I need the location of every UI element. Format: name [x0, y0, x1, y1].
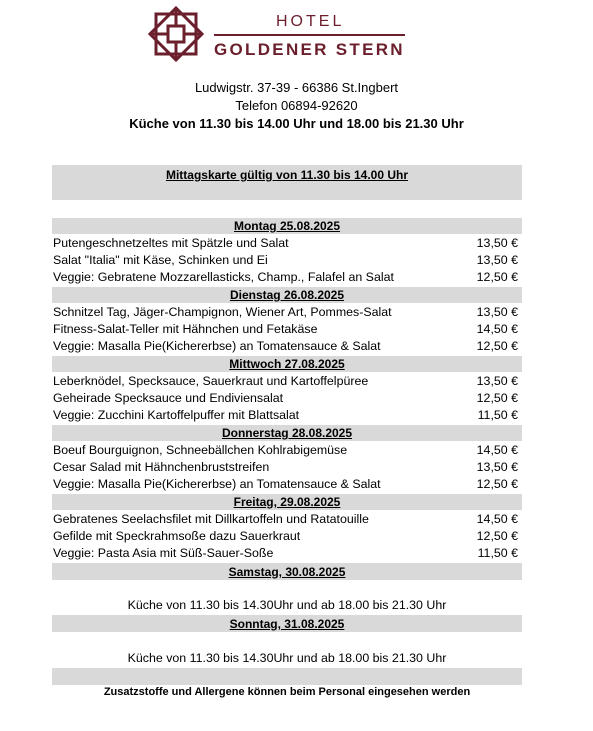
kitchen-hours: Küche von 11.30 bis 14.00 Uhr und 18.00 bis 21.30 Uhr	[129, 116, 464, 131]
dish-name: Schnitzel Tag, Jäger-Champignon, Wiener Art, Pommes-Salat	[53, 305, 392, 319]
logo-rule	[214, 34, 405, 36]
dish-price: 12,50 €	[476, 391, 518, 405]
day-band	[52, 218, 522, 234]
menu-row	[53, 252, 521, 269]
dish-price: 11,50 €	[477, 546, 518, 560]
dish-name: Boeuf Bourguignon, Schneebällchen Kohlrabigemüse	[53, 443, 348, 457]
menu-row	[53, 304, 521, 321]
day-band	[52, 615, 522, 632]
dish-name: Putengeschnetzeltes mit Spätzle und Salat	[53, 236, 289, 250]
day-label: Montag 25.08.2025	[233, 219, 341, 233]
dish-name: Leberknödel, Specksauce, Sauerkraut und Kartoffelpüree	[53, 374, 369, 388]
menu-title-band	[52, 165, 522, 200]
logo-name: GOLDENER STERN	[214, 40, 405, 59]
menu-row	[53, 321, 521, 338]
dish-price: 14,50 €	[476, 512, 518, 526]
dish-price: 13,50 €	[476, 460, 518, 474]
day-label: Freitag, 29.08.2025	[233, 495, 341, 509]
address: Ludwigstr. 37-39 - 66386 St.Ingbert	[194, 80, 399, 95]
menu-title: Mittagskarte gültig von 11.30 bis 14.00 Uhr	[165, 168, 409, 182]
dish-name: Cesar Salad mit Hähnchenbruststreifen	[53, 460, 270, 474]
phone: Telefon 06894-92620	[235, 98, 358, 113]
dish-name: Veggie: Masalla Pie(Kichererbse) an Tomatensauce & Salat	[53, 339, 381, 353]
dish-price: 12,50 €	[476, 270, 518, 284]
dish-name: Veggie: Zucchini Kartoffelpuffer mit Blattsalat	[53, 408, 300, 422]
dish-name: Fitness-Salat-Teller mit Hähnchen und Fetakäse	[53, 322, 318, 336]
day-label: Dienstag 26.08.2025	[229, 288, 345, 302]
dish-price: 13,50 €	[476, 236, 518, 250]
menu-row	[53, 390, 521, 407]
allergen-note: Zusatzstoffe und Allergene können beim Personal eingesehen werden	[103, 686, 471, 698]
menu-row	[53, 373, 521, 390]
day-label: Donnerstag 28.08.2025	[221, 426, 353, 440]
dish-price: 13,50 €	[476, 305, 518, 319]
footer-band	[52, 668, 522, 685]
dish-price: 13,50 €	[476, 253, 518, 267]
dish-price: 12,50 €	[476, 339, 518, 353]
dish-name: Gebratenes Seelachsfilet mit Dillkartoffeln und Ratatouille	[53, 512, 369, 526]
menu-row	[53, 528, 521, 545]
dish-price: 14,50 €	[476, 443, 518, 457]
day-band	[52, 356, 522, 372]
dish-name: Veggie: Masalla Pie(Kichererbse) an Tomatensauce & Salat	[53, 477, 381, 491]
dish-name: Geheirade Specksauce und Endiviensalat	[53, 391, 284, 405]
day-label: Samstag, 30.08.2025	[228, 565, 346, 579]
day-band	[52, 563, 522, 580]
menu-row	[53, 545, 521, 562]
weekend-hours: Küche von 11.30 bis 14.30Uhr und ab 18.00 bis 21.30 Uhr	[127, 598, 447, 612]
day-label: Mittwoch 27.08.2025	[229, 357, 345, 371]
dish-name: Veggie: Gebratene Mozzarellasticks, Champ., Falafel an Salat	[53, 270, 394, 284]
logo-word: HOTEL	[276, 13, 345, 30]
menu-row	[53, 476, 521, 493]
hotel-star-logo-icon	[148, 6, 204, 62]
day-band	[52, 425, 522, 441]
dish-name: Gefilde mit Speckrahmsoße dazu Sauerkraut	[53, 529, 301, 543]
dish-price: 13,50 €	[476, 374, 518, 388]
menu-row	[53, 459, 521, 476]
menu-row	[53, 235, 521, 252]
weekend-hours: Küche von 11.30 bis 14.30Uhr und ab 18.00 bis 21.30 Uhr	[127, 651, 447, 665]
menu-row	[53, 511, 521, 528]
dish-price: 12,50 €	[476, 529, 518, 543]
menu-row	[53, 407, 521, 424]
menu-row	[53, 442, 521, 459]
dish-name: Veggie: Pasta Asia mit Süß-Sauer-Soße	[53, 546, 274, 560]
menu-row	[53, 269, 521, 286]
day-band	[52, 494, 522, 510]
day-band	[52, 287, 522, 303]
dish-price: 11,50 €	[477, 408, 518, 422]
day-label: Sonntag, 31.08.2025	[229, 617, 345, 631]
dish-price: 14,50 €	[476, 322, 518, 336]
menu-row	[53, 338, 521, 355]
dish-name: Salat "Italia" mit Käse, Schinken und Ei	[53, 253, 268, 267]
dish-price: 12,50 €	[476, 477, 518, 491]
